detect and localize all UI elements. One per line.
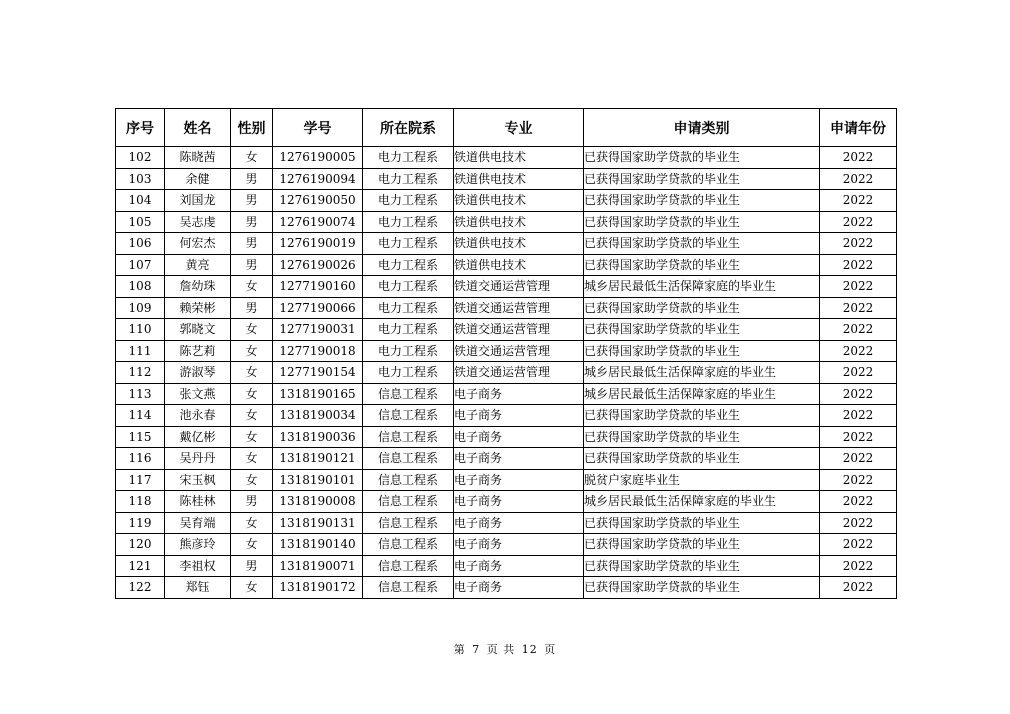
cell-name: 吴育端 — [165, 512, 231, 534]
cell-name: 陈桂林 — [165, 491, 231, 513]
cell-department: 信息工程系 — [363, 577, 454, 599]
cell-major: 铁道供电技术 — [454, 211, 584, 233]
cell-index: 114 — [116, 405, 165, 427]
cell-year: 2022 — [820, 297, 897, 319]
cell-department: 信息工程系 — [363, 448, 454, 470]
table-row — [116, 426, 897, 448]
table-row — [116, 448, 897, 470]
cell-department: 信息工程系 — [363, 555, 454, 577]
cell-department: 信息工程系 — [363, 405, 454, 427]
cell-gender: 女 — [231, 512, 273, 534]
cell-year: 2022 — [820, 491, 897, 513]
table-row — [116, 512, 897, 534]
cell-index: 105 — [116, 211, 165, 233]
footer-middle: 页 共 — [486, 643, 516, 656]
cell-department: 电力工程系 — [363, 233, 454, 255]
cell-department: 信息工程系 — [363, 512, 454, 534]
cell-student-id: 1276190019 — [273, 233, 363, 255]
cell-gender: 男 — [231, 297, 273, 319]
cell-category: 已获得国家助学贷款的毕业生 — [584, 297, 820, 319]
cell-index: 110 — [116, 319, 165, 341]
cell-year: 2022 — [820, 534, 897, 556]
cell-category: 已获得国家助学贷款的毕业生 — [584, 147, 820, 169]
cell-student-id: 1318190140 — [273, 534, 363, 556]
header-index: 序号 — [116, 109, 165, 147]
header-major: 专业 — [454, 109, 584, 147]
cell-department: 信息工程系 — [363, 491, 454, 513]
table-row — [116, 297, 897, 319]
cell-major: 铁道交通运营管理 — [454, 319, 584, 341]
cell-department: 电力工程系 — [363, 147, 454, 169]
cell-year: 2022 — [820, 362, 897, 384]
cell-gender: 女 — [231, 319, 273, 341]
cell-year: 2022 — [820, 168, 897, 190]
cell-year: 2022 — [820, 469, 897, 491]
cell-major: 电子商务 — [454, 512, 584, 534]
cell-year: 2022 — [820, 405, 897, 427]
cell-category: 已获得国家助学贷款的毕业生 — [584, 577, 820, 599]
footer-total-pages: 12 — [521, 643, 538, 656]
cell-department: 电力工程系 — [363, 340, 454, 362]
cell-department: 信息工程系 — [363, 383, 454, 405]
cell-major: 电子商务 — [454, 577, 584, 599]
cell-student-id: 1318190036 — [273, 426, 363, 448]
cell-student-id: 1318190034 — [273, 405, 363, 427]
cell-major: 电子商务 — [454, 534, 584, 556]
cell-gender: 女 — [231, 469, 273, 491]
cell-student-id: 1318190121 — [273, 448, 363, 470]
footer-prefix: 第 — [453, 643, 466, 656]
cell-student-id: 1318190008 — [273, 491, 363, 513]
cell-index: 106 — [116, 233, 165, 255]
cell-year: 2022 — [820, 211, 897, 233]
cell-student-id: 1276190074 — [273, 211, 363, 233]
cell-department: 电力工程系 — [363, 190, 454, 212]
cell-name: 吴志虔 — [165, 211, 231, 233]
cell-name: 游淑琴 — [165, 362, 231, 384]
cell-gender: 女 — [231, 534, 273, 556]
cell-major: 铁道交通运营管理 — [454, 297, 584, 319]
cell-gender: 女 — [231, 147, 273, 169]
cell-name: 张文燕 — [165, 383, 231, 405]
cell-gender: 男 — [231, 233, 273, 255]
cell-gender: 男 — [231, 211, 273, 233]
table-row — [116, 362, 897, 384]
cell-category: 城乡居民最低生活保障家庭的毕业生 — [584, 362, 820, 384]
cell-category: 已获得国家助学贷款的毕业生 — [584, 168, 820, 190]
cell-index: 111 — [116, 340, 165, 362]
cell-gender: 女 — [231, 276, 273, 298]
cell-category: 已获得国家助学贷款的毕业生 — [584, 340, 820, 362]
cell-department: 电力工程系 — [363, 297, 454, 319]
cell-gender: 女 — [231, 340, 273, 362]
cell-name: 郭晓文 — [165, 319, 231, 341]
cell-name: 刘国龙 — [165, 190, 231, 212]
cell-category: 已获得国家助学贷款的毕业生 — [584, 405, 820, 427]
cell-gender: 女 — [231, 448, 273, 470]
header-year: 申请年份 — [820, 109, 897, 147]
table-row — [116, 383, 897, 405]
cell-department: 电力工程系 — [363, 276, 454, 298]
cell-name: 李祖权 — [165, 555, 231, 577]
cell-category: 已获得国家助学贷款的毕业生 — [584, 555, 820, 577]
cell-index: 115 — [116, 426, 165, 448]
cell-year: 2022 — [820, 555, 897, 577]
cell-index: 103 — [116, 168, 165, 190]
header-category: 申请类别 — [584, 109, 820, 147]
cell-category: 已获得国家助学贷款的毕业生 — [584, 319, 820, 341]
cell-year: 2022 — [820, 448, 897, 470]
cell-index: 120 — [116, 534, 165, 556]
cell-year: 2022 — [820, 340, 897, 362]
cell-gender: 男 — [231, 491, 273, 513]
cell-student-id: 1276190026 — [273, 254, 363, 276]
table-row — [116, 276, 897, 298]
cell-name: 何宏杰 — [165, 233, 231, 255]
footer-page-number: 7 — [472, 643, 481, 656]
cell-department: 信息工程系 — [363, 469, 454, 491]
cell-major: 电子商务 — [454, 491, 584, 513]
table-row — [116, 190, 897, 212]
cell-name: 宋玉枫 — [165, 469, 231, 491]
cell-gender: 女 — [231, 383, 273, 405]
cell-name: 池永春 — [165, 405, 231, 427]
cell-index: 113 — [116, 383, 165, 405]
cell-index: 109 — [116, 297, 165, 319]
cell-gender: 女 — [231, 405, 273, 427]
table-row — [116, 534, 897, 556]
cell-category: 已获得国家助学贷款的毕业生 — [584, 211, 820, 233]
cell-gender: 男 — [231, 190, 273, 212]
table-row — [116, 491, 897, 513]
cell-major: 铁道供电技术 — [454, 147, 584, 169]
cell-category: 城乡居民最低生活保障家庭的毕业生 — [584, 383, 820, 405]
cell-gender: 男 — [231, 254, 273, 276]
table-row — [116, 233, 897, 255]
cell-major: 铁道供电技术 — [454, 254, 584, 276]
cell-year: 2022 — [820, 512, 897, 534]
cell-category: 脱贫户家庭毕业生 — [584, 469, 820, 491]
table-row — [116, 405, 897, 427]
table-header-row — [116, 109, 897, 147]
table-row — [116, 340, 897, 362]
cell-index: 122 — [116, 577, 165, 599]
cell-department: 信息工程系 — [363, 534, 454, 556]
cell-student-id: 1277190066 — [273, 297, 363, 319]
cell-student-id: 1277190031 — [273, 319, 363, 341]
cell-index: 119 — [116, 512, 165, 534]
cell-student-id: 1318190131 — [273, 512, 363, 534]
cell-name: 吴丹丹 — [165, 448, 231, 470]
cell-name: 戴亿彬 — [165, 426, 231, 448]
cell-year: 2022 — [820, 190, 897, 212]
table-row — [116, 211, 897, 233]
cell-student-id: 1318190172 — [273, 577, 363, 599]
cell-name: 詹幼珠 — [165, 276, 231, 298]
cell-year: 2022 — [820, 426, 897, 448]
cell-index: 117 — [116, 469, 165, 491]
cell-major: 电子商务 — [454, 448, 584, 470]
cell-name: 郑钰 — [165, 577, 231, 599]
cell-name: 陈晓茜 — [165, 147, 231, 169]
cell-department: 信息工程系 — [363, 426, 454, 448]
cell-major: 电子商务 — [454, 555, 584, 577]
header-department: 所在院系 — [363, 109, 454, 147]
cell-major: 铁道供电技术 — [454, 190, 584, 212]
footer-suffix: 页 — [544, 643, 557, 656]
cell-major: 电子商务 — [454, 383, 584, 405]
cell-major: 电子商务 — [454, 405, 584, 427]
cell-student-id: 1277190154 — [273, 362, 363, 384]
cell-category: 已获得国家助学贷款的毕业生 — [584, 512, 820, 534]
cell-gender: 女 — [231, 426, 273, 448]
student-list-table — [115, 108, 897, 599]
table-row — [116, 147, 897, 169]
table-row — [116, 319, 897, 341]
cell-category: 已获得国家助学贷款的毕业生 — [584, 254, 820, 276]
cell-name: 黄亮 — [165, 254, 231, 276]
cell-student-id: 1276190005 — [273, 147, 363, 169]
table-row — [116, 469, 897, 491]
cell-category: 已获得国家助学贷款的毕业生 — [584, 426, 820, 448]
header-student-id: 学号 — [273, 109, 363, 147]
cell-index: 107 — [116, 254, 165, 276]
cell-category: 已获得国家助学贷款的毕业生 — [584, 233, 820, 255]
cell-major: 铁道交通运营管理 — [454, 276, 584, 298]
cell-student-id: 1318190101 — [273, 469, 363, 491]
cell-index: 112 — [116, 362, 165, 384]
cell-index: 116 — [116, 448, 165, 470]
cell-department: 电力工程系 — [363, 362, 454, 384]
cell-major: 铁道交通运营管理 — [454, 362, 584, 384]
cell-year: 2022 — [820, 276, 897, 298]
cell-department: 电力工程系 — [363, 254, 454, 276]
cell-student-id: 1276190094 — [273, 168, 363, 190]
cell-gender: 男 — [231, 168, 273, 190]
table-row — [116, 555, 897, 577]
cell-name: 赖荣彬 — [165, 297, 231, 319]
cell-department: 电力工程系 — [363, 319, 454, 341]
cell-gender: 女 — [231, 577, 273, 599]
cell-major: 铁道供电技术 — [454, 233, 584, 255]
cell-index: 121 — [116, 555, 165, 577]
cell-year: 2022 — [820, 319, 897, 341]
header-name: 姓名 — [165, 109, 231, 147]
cell-gender: 女 — [231, 362, 273, 384]
cell-year: 2022 — [820, 577, 897, 599]
cell-index: 102 — [116, 147, 165, 169]
table-row — [116, 254, 897, 276]
cell-name: 余健 — [165, 168, 231, 190]
cell-year: 2022 — [820, 254, 897, 276]
cell-department: 电力工程系 — [363, 211, 454, 233]
cell-category: 城乡居民最低生活保障家庭的毕业生 — [584, 491, 820, 513]
cell-category: 已获得国家助学贷款的毕业生 — [584, 534, 820, 556]
page-footer — [0, 641, 1010, 657]
cell-year: 2022 — [820, 383, 897, 405]
cell-index: 108 — [116, 276, 165, 298]
cell-student-id: 1277190160 — [273, 276, 363, 298]
cell-major: 电子商务 — [454, 469, 584, 491]
cell-gender: 男 — [231, 555, 273, 577]
cell-category: 已获得国家助学贷款的毕业生 — [584, 190, 820, 212]
cell-name: 陈艺莉 — [165, 340, 231, 362]
cell-index: 118 — [116, 491, 165, 513]
cell-major: 铁道交通运营管理 — [454, 340, 584, 362]
cell-year: 2022 — [820, 147, 897, 169]
cell-student-id: 1318190165 — [273, 383, 363, 405]
cell-department: 电力工程系 — [363, 168, 454, 190]
cell-major: 铁道供电技术 — [454, 168, 584, 190]
table-row — [116, 168, 897, 190]
cell-category: 已获得国家助学贷款的毕业生 — [584, 448, 820, 470]
cell-year: 2022 — [820, 233, 897, 255]
cell-student-id: 1276190050 — [273, 190, 363, 212]
cell-student-id: 1277190018 — [273, 340, 363, 362]
cell-student-id: 1318190071 — [273, 555, 363, 577]
cell-major: 电子商务 — [454, 426, 584, 448]
cell-category: 城乡居民最低生活保障家庭的毕业生 — [584, 276, 820, 298]
table-row — [116, 577, 897, 599]
header-gender: 性别 — [231, 109, 273, 147]
cell-index: 104 — [116, 190, 165, 212]
cell-name: 熊彦玲 — [165, 534, 231, 556]
